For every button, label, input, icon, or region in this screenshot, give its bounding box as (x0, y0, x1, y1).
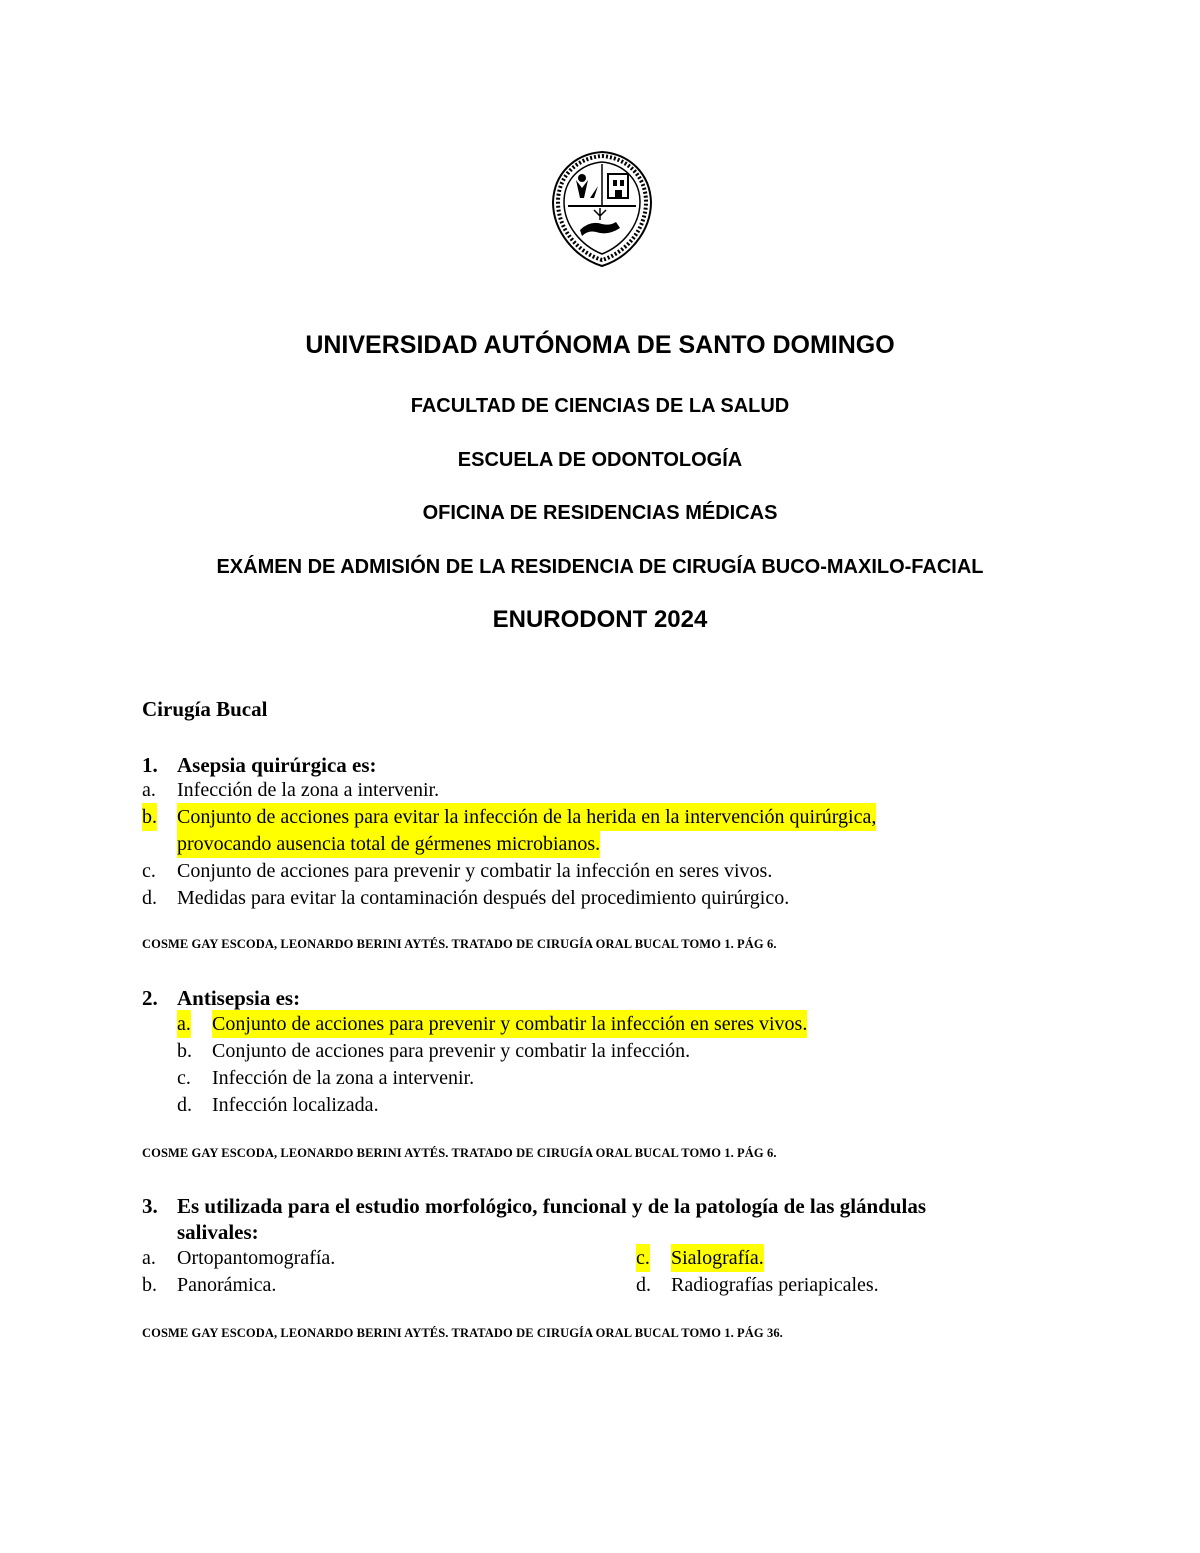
university-name: UNIVERSIDAD AUTÓNOMA DE SANTO DOMINGO (305, 331, 895, 359)
option-text: Infección de la zona a intervenir. (177, 779, 440, 801)
question-number: 3. (142, 1194, 158, 1218)
office-name: OFICINA DE RESIDENCIAS MÉDICAS (422, 502, 778, 524)
option-text: Infección localizada. (212, 1094, 379, 1116)
question-text-continued: salivales: (177, 1220, 259, 1244)
faculty-name: FACULTAD DE CIENCIAS DE LA SALUD (410, 395, 790, 417)
exam-edition: ENURODONT 2024 (492, 606, 708, 633)
option-text: Radiografías periapicales. (671, 1274, 879, 1296)
option-letter: d. (142, 887, 157, 909)
question-text: Asepsia quirúrgica es: (177, 753, 377, 777)
option-letter: c. (177, 1067, 191, 1089)
option-text-continued: provocando ausencia total de gérmenes microbianos. (177, 830, 600, 858)
option-text: Conjunto de acciones para prevenir y combatir la infección. (212, 1040, 691, 1062)
option-letter: a. (142, 779, 156, 801)
option-letter: d. (636, 1274, 651, 1296)
question-number: 1. (142, 753, 158, 777)
section-title: Cirugía Bucal (142, 697, 268, 721)
university-seal (550, 150, 654, 268)
option-letter: b. (142, 1274, 157, 1296)
option-text: Infección de la zona a intervenir. (212, 1067, 475, 1089)
option-text: Conjunto de acciones para prevenir y combatir la infección en seres vivos. (177, 860, 773, 882)
option-text: Ortopantomografía. (177, 1247, 336, 1269)
exam-title: EXÁMEN DE ADMISIÓN DE LA RESIDENCIA DE CIRUGÍA BUCO-MAXILO-FACIAL (216, 556, 984, 578)
option-text: Conjunto de acciones para evitar la infección de la herida en la intervención quirúrgica, (177, 803, 876, 831)
option-letter: c. (636, 1244, 650, 1272)
question-text: Es utilizada para el estudio morfológico, funcional y de la patología de las glándulas (177, 1194, 927, 1218)
option-letter: a. (177, 1010, 191, 1038)
option-text: Conjunto de acciones para prevenir y combatir la infección en seres vivos. (212, 1010, 807, 1038)
question-number: 2. (142, 986, 158, 1010)
option-text: Sialografía. (671, 1244, 764, 1272)
option-letter: c. (142, 860, 156, 882)
school-name: ESCUELA DE ODONTOLOGÍA (457, 449, 743, 471)
question-3-reference: COSME GAY ESCODA, LEONARDO BERINI AYTÉS. TRATADO DE CIRUGÍA ORAL BUCAL TOMO 1. PÁG 36. (142, 1326, 783, 1340)
option-text: Medidas para evitar la contaminación después del procedimiento quirúrgico. (177, 887, 790, 909)
option-letter: b. (177, 1040, 192, 1062)
question-text: Antisepsia es: (177, 986, 301, 1010)
option-text: Panorámica. (177, 1274, 277, 1296)
option-letter: b. (142, 803, 157, 831)
question-2-reference: COSME GAY ESCODA, LEONARDO BERINI AYTÉS. TRATADO DE CIRUGÍA ORAL BUCAL TOMO 1. PÁG 6. (142, 1146, 777, 1160)
option-letter: a. (142, 1247, 156, 1269)
option-letter: d. (177, 1094, 192, 1116)
question-1-reference: COSME GAY ESCODA, LEONARDO BERINI AYTÉS. TRATADO DE CIRUGÍA ORAL BUCAL TOMO 1. PÁG 6. (142, 937, 777, 951)
